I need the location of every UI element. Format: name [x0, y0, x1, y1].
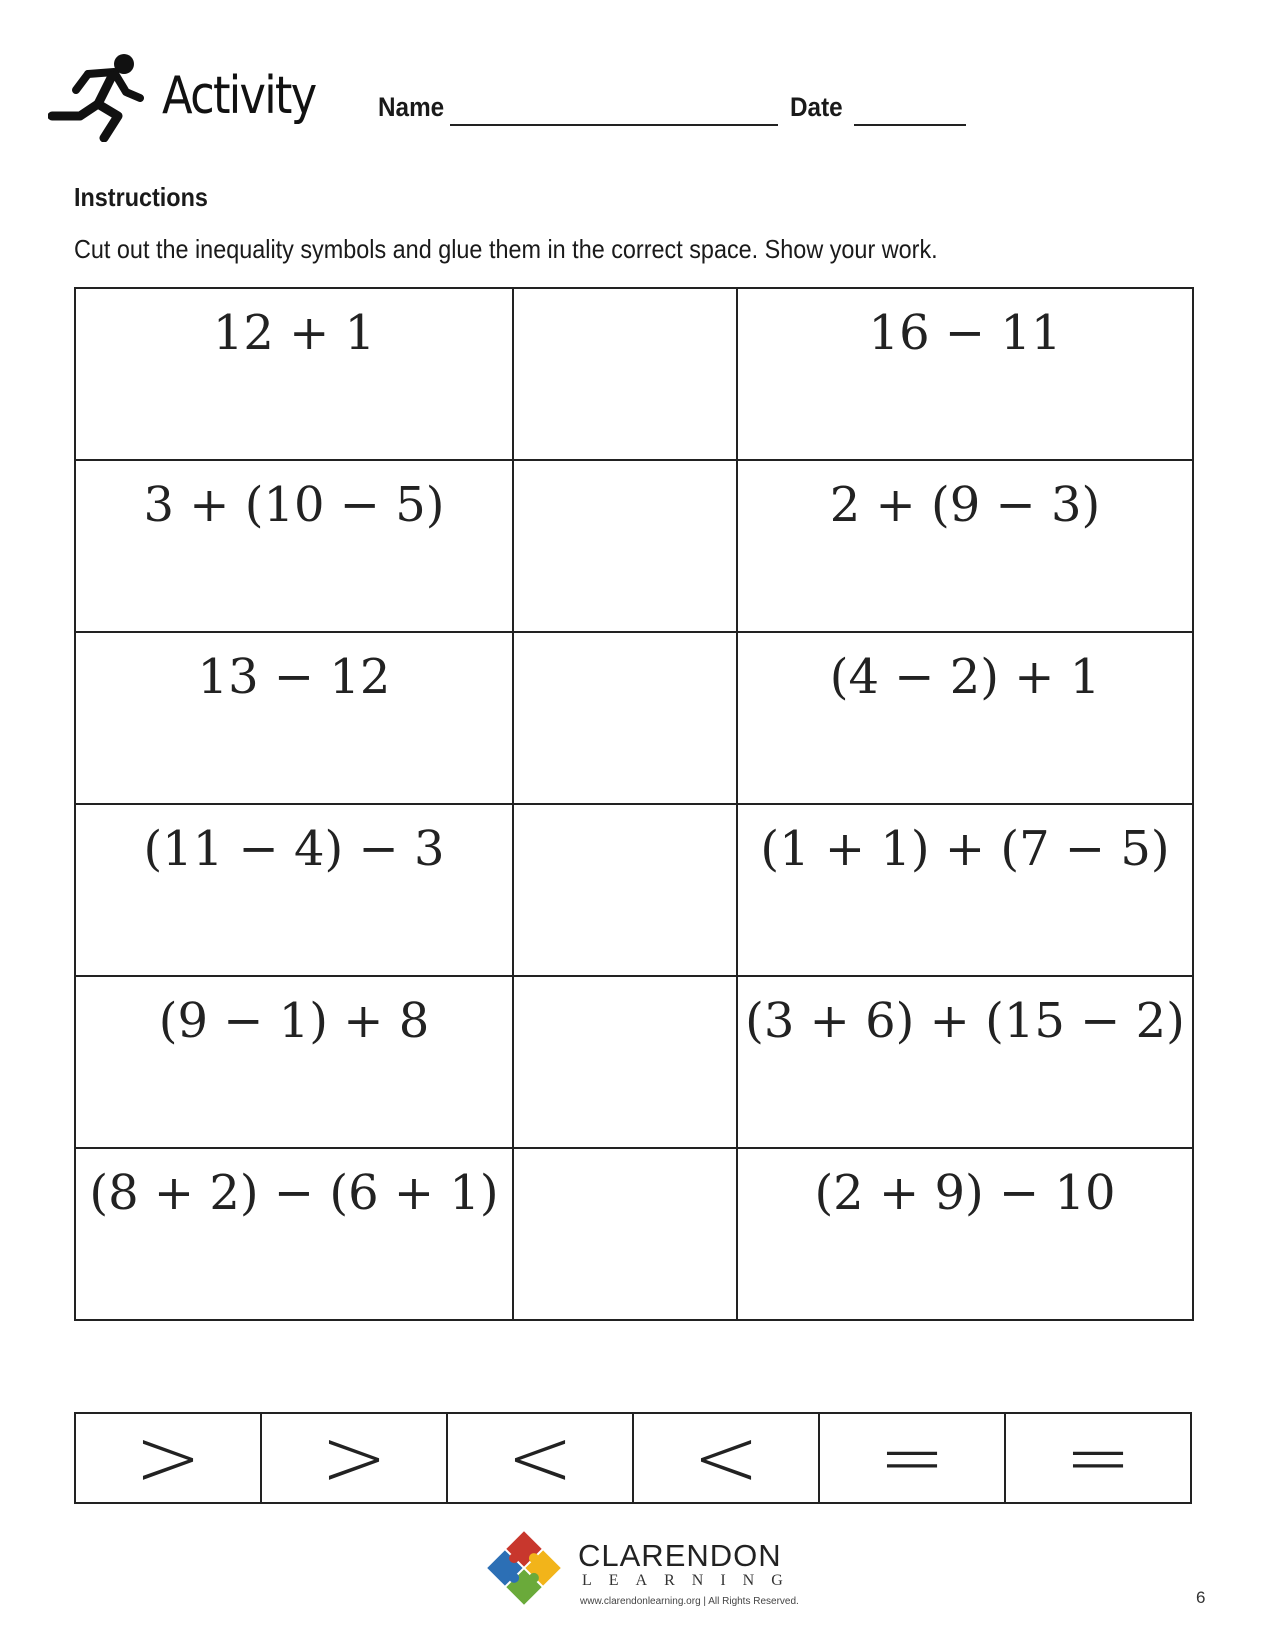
left-expression: 12 + 1 — [212, 305, 376, 361]
problem-row — [75, 804, 1193, 976]
symbol-answer-cell[interactable] — [513, 804, 737, 976]
right-expression-cell — [737, 460, 1193, 632]
right-expression-cell — [737, 632, 1193, 804]
symbol-cutout[interactable]: < — [633, 1413, 819, 1503]
right-expression: (1 + 1) + (7 − 5) — [760, 821, 1170, 877]
left-expression-cell — [75, 1148, 513, 1320]
symbol-cutout-table — [74, 1412, 1192, 1504]
running-person-icon — [48, 52, 148, 142]
left-expression: (11 − 4) − 3 — [143, 821, 445, 877]
name-field-line[interactable] — [450, 124, 778, 126]
right-expression-cell — [737, 1148, 1193, 1320]
activity-title: Activity — [162, 66, 316, 126]
symbol-answer-cell[interactable] — [513, 460, 737, 632]
left-expression-cell — [75, 976, 513, 1148]
right-expression: (3 + 6) + (15 − 2) — [745, 993, 1185, 1049]
symbol-answer-cell[interactable] — [513, 976, 737, 1148]
date-label: Date — [790, 92, 843, 122]
symbol-answer-cell[interactable] — [513, 632, 737, 804]
problem-table — [74, 287, 1194, 1321]
right-expression: 16 − 11 — [868, 305, 1062, 361]
problem-row — [75, 288, 1193, 460]
right-expression: 2 + (9 − 3) — [829, 477, 1101, 533]
right-expression-cell — [737, 804, 1193, 976]
left-expression-cell — [75, 632, 513, 804]
left-expression: 13 − 12 — [197, 649, 391, 705]
left-expression-cell — [75, 460, 513, 632]
problem-row — [75, 460, 1193, 632]
symbol-cutout[interactable]: < — [447, 1413, 633, 1503]
problem-row — [75, 1148, 1193, 1320]
instructions-heading: Instructions — [74, 182, 208, 212]
left-expression-cell — [75, 804, 513, 976]
right-expression-cell — [737, 976, 1193, 1148]
left-expression: (8 + 2) − (6 + 1) — [89, 1165, 499, 1221]
clarendon-logo-icon — [484, 1528, 564, 1608]
left-expression: (9 − 1) + 8 — [158, 993, 430, 1049]
page-header — [48, 48, 1228, 143]
symbol-cutout[interactable]: > — [75, 1413, 261, 1503]
brand-name: CLARENDON — [578, 1538, 782, 1573]
right-expression: (4 − 2) + 1 — [829, 649, 1101, 705]
name-label: Name — [378, 92, 445, 122]
date-field-line[interactable] — [854, 124, 966, 126]
left-expression-cell — [75, 288, 513, 460]
symbol-cutout[interactable]: = — [1005, 1413, 1191, 1503]
brand-subtitle: LEARNING — [582, 1572, 800, 1589]
symbol-answer-cell[interactable] — [513, 288, 737, 460]
instructions-text: Cut out the inequality symbols and glue them in the correct space. Show your work. — [74, 234, 938, 264]
brand-url: www.clarendonlearning.org | All Rights Reserved. — [580, 1596, 799, 1607]
problem-row — [75, 632, 1193, 804]
right-expression: (2 + 9) − 10 — [814, 1165, 1116, 1221]
problem-row — [75, 976, 1193, 1148]
symbol-cutout[interactable]: > — [261, 1413, 447, 1503]
symbol-cutout[interactable]: = — [819, 1413, 1005, 1503]
page-number: 6 — [1196, 1588, 1206, 1607]
symbol-answer-cell[interactable] — [513, 1148, 737, 1320]
left-expression: 3 + (10 − 5) — [143, 477, 445, 533]
right-expression-cell — [737, 288, 1193, 460]
